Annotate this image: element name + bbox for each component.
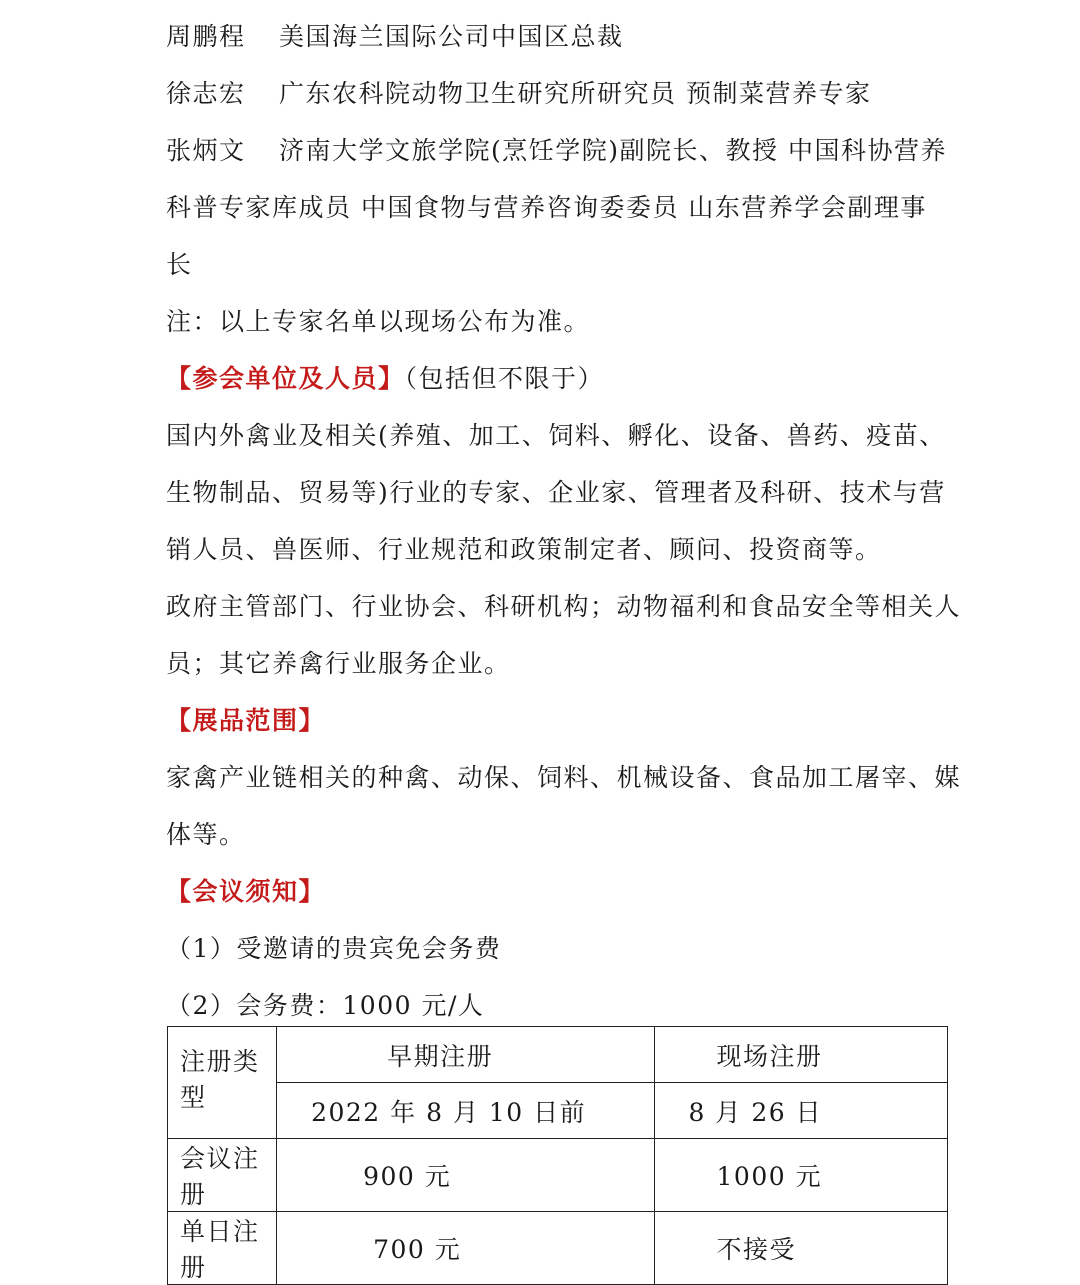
participants-heading-line [166,350,926,407]
table-row [168,1139,948,1212]
early-fee-cell: 700 元 [277,1212,654,1285]
row-label-cell: 单日注册 [168,1212,277,1285]
table-row [168,1027,948,1083]
onsite-fee-cell: 不接受 [654,1212,947,1285]
expert-note: 注：以上专家名单以现场公布为准。 [166,307,591,336]
paragraph-line: 体等。 [166,820,246,849]
expert-line [166,8,926,65]
expert-line [166,122,947,179]
onsite-header-cell: 现场注册 [654,1027,947,1083]
notice-item: （2）会务费：1000 元/人 [166,991,485,1020]
early-deadline-cell: 2022 年 8 月 10 日前 [277,1083,654,1139]
paragraph-line: 政府主管部门、行业协会、科研机构；动物福利和食品安全等相关人 [166,592,962,621]
expert-name: 张炳文 [166,136,246,165]
expert-title: 广东农科院动物卫生研究所研究员 预制菜营养专家 [279,79,872,108]
expert-continuation: 科普专家库成员 中国食物与营养咨询委委员 山东营养学会副理事 [166,193,927,222]
early-header-cell: 早期注册 [277,1027,654,1083]
participants-heading-note: （包括但不限于） [404,364,605,393]
expert-name: 周鹏程 [166,22,246,51]
row-label-cell: 会议注册 [168,1139,277,1212]
paragraph-line: 国内外禽业及相关(养殖、加工、饲料、孵化、设备、兽药、疫苗、 [166,421,946,450]
paragraph-line: 生物制品、贸易等)行业的专家、企业家、管理者及科研、技术与营 [166,478,946,507]
onsite-date-cell: 8 月 26 日 [654,1083,947,1139]
early-fee-cell: 900 元 [277,1139,654,1212]
notice-heading-line [166,863,926,920]
participants-heading: 【参会单位及人员】 [166,364,405,393]
onsite-fee-cell: 1000 元 [654,1139,947,1212]
fee-table [167,1026,948,1285]
expert-title: 济南大学文旅学院(烹饪学院)副院长、教授 中国科协营养 [279,136,947,165]
expert-title: 美国海兰国际公司中国区总裁 [279,22,624,51]
type-header-cell: 注册类型 [168,1027,277,1139]
table-row [168,1212,948,1285]
table-row [168,1083,948,1139]
expert-name: 徐志宏 [166,79,246,108]
paragraph-line: 销人员、兽医师、行业规范和政策制定者、顾问、投资商等。 [166,535,882,564]
exhibits-heading: 【展品范围】 [166,706,326,735]
paragraph-line: 家禽产业链相关的种禽、动保、饲料、机械设备、食品加工屠宰、媒 [166,763,962,792]
notice-item: （1）受邀请的贵宾免会务费 [166,934,502,963]
exhibits-heading-line [166,692,926,749]
paragraph-line: 员；其它养禽行业服务企业。 [166,649,511,678]
document-body [166,0,962,1034]
notice-heading: 【会议须知】 [166,877,326,906]
expert-continuation: 长 [166,250,193,279]
expert-line [166,65,926,122]
